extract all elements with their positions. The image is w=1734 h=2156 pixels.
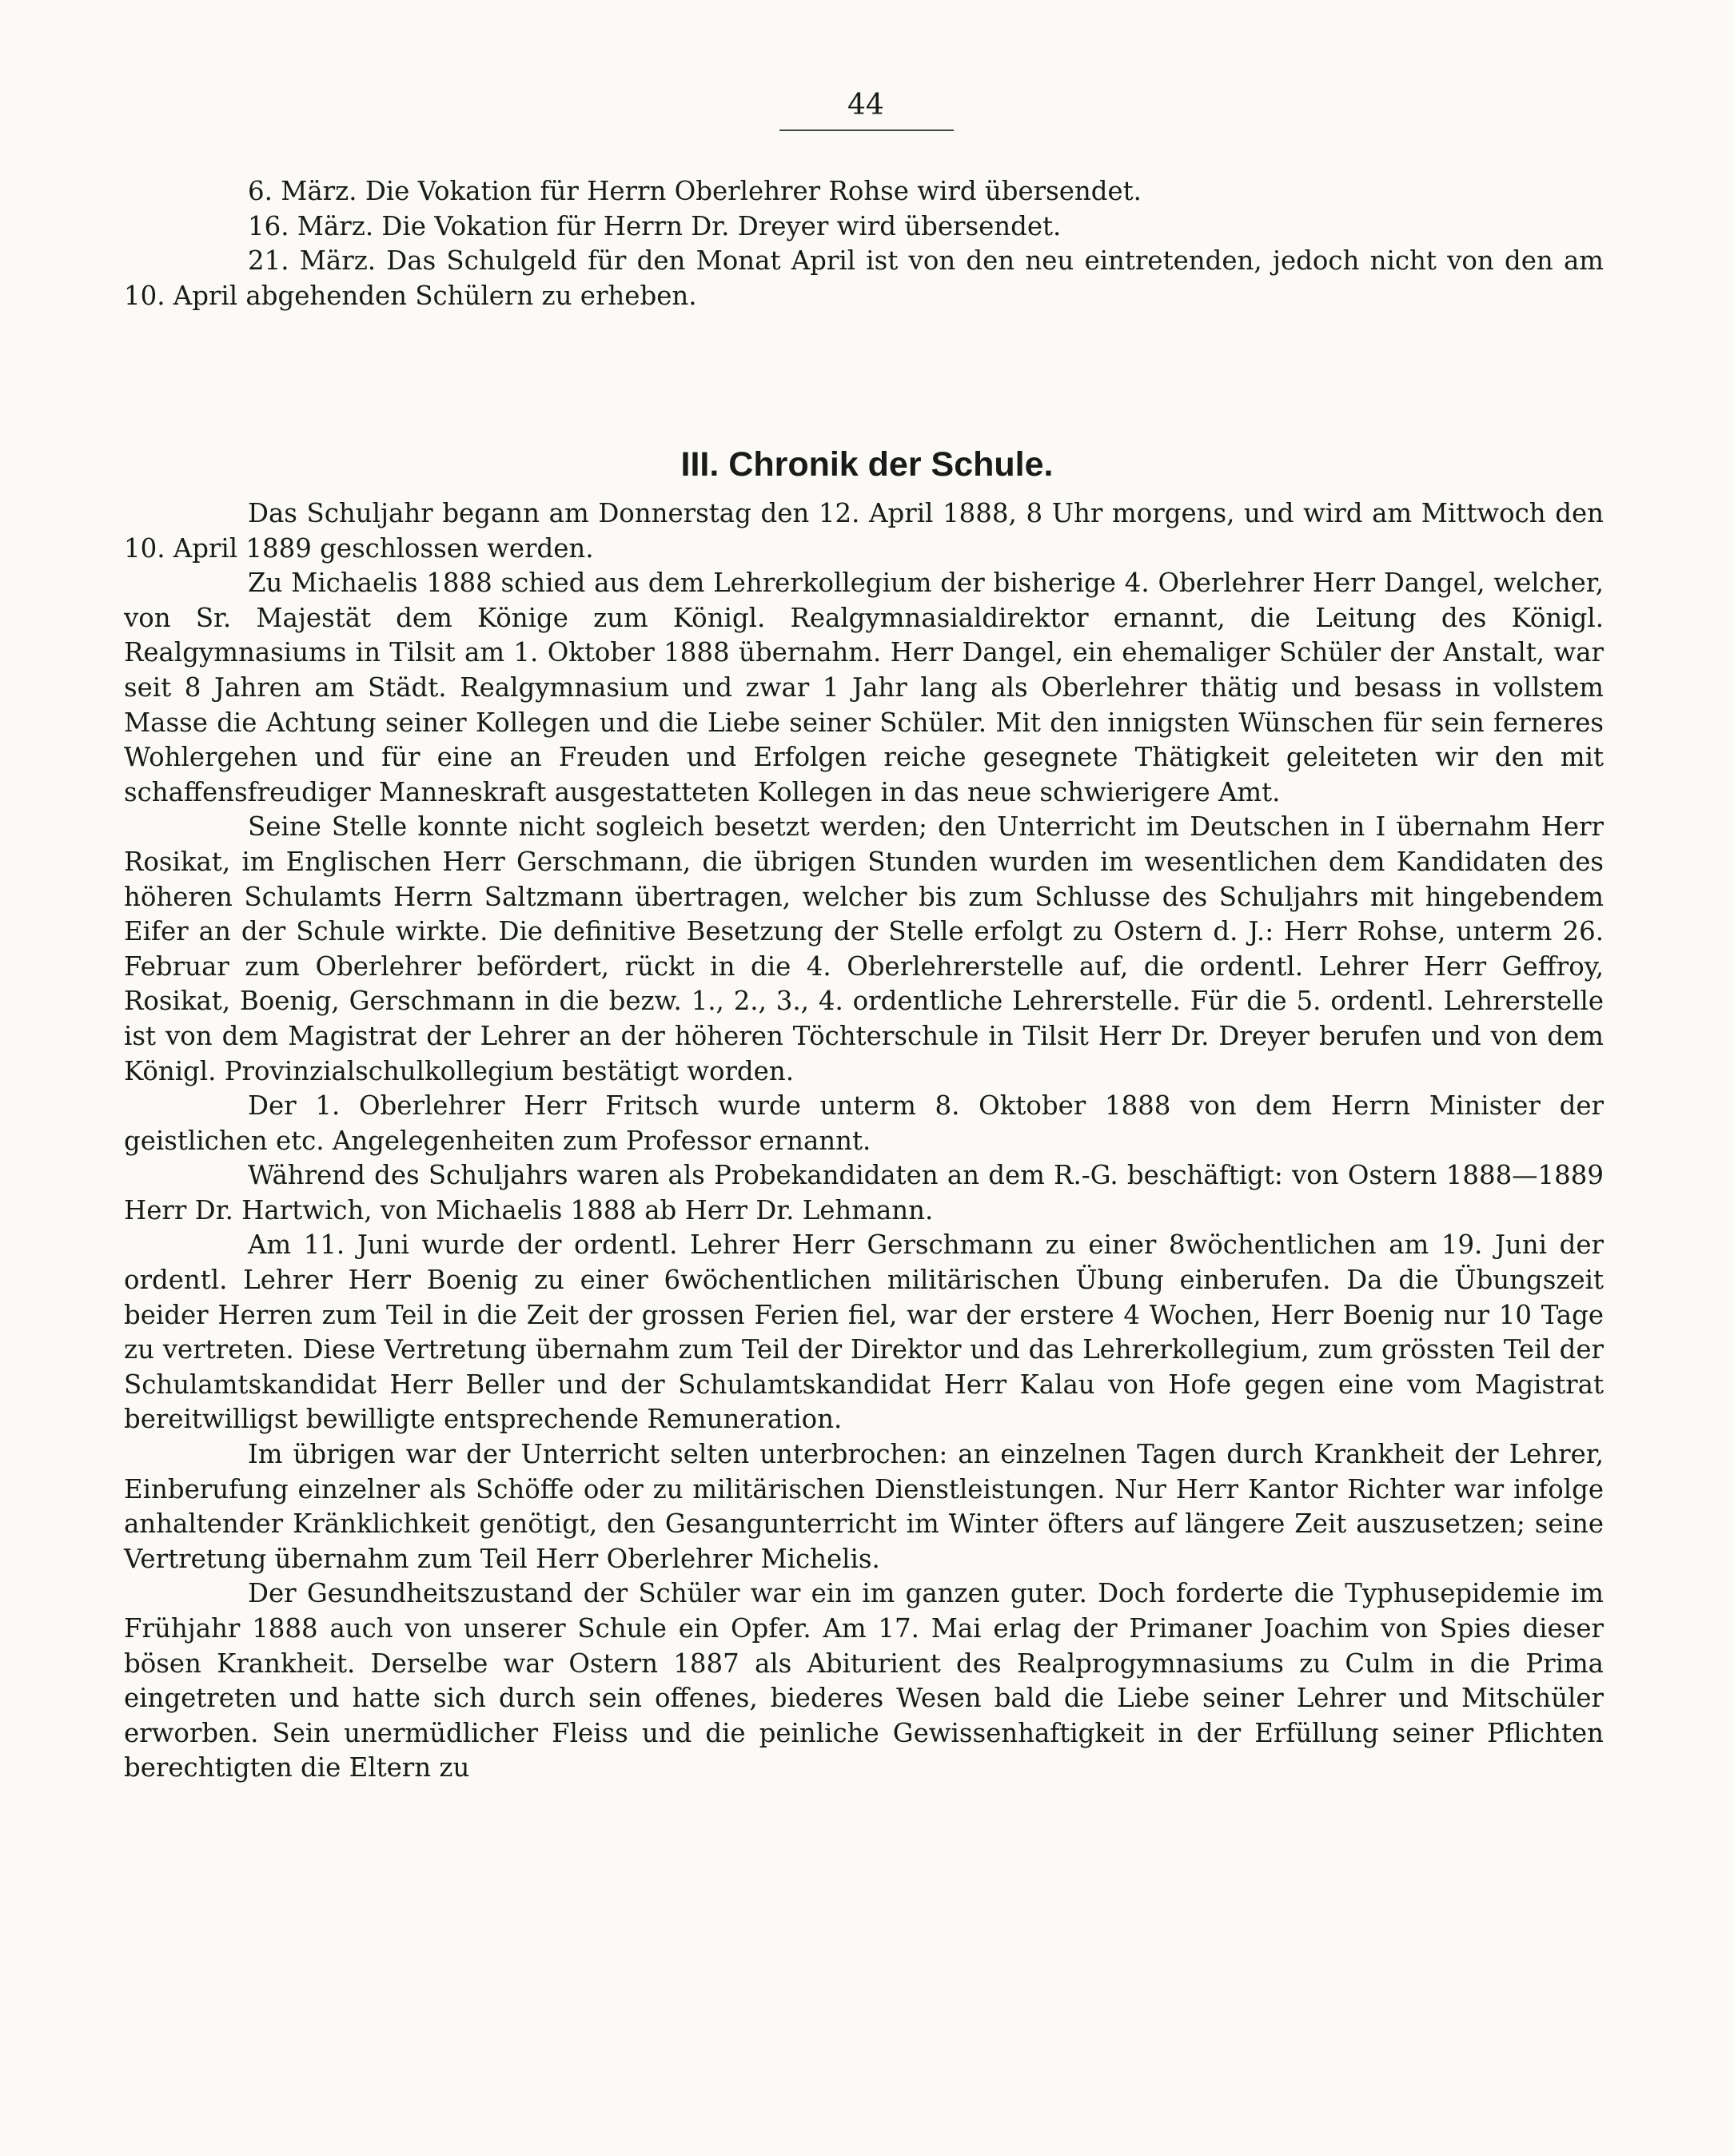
paragraph-gesundheit: Der Gesundheitszustand der Schüler war ein im ganzen guter. Doch forderte die Typhusepidemie im Frühjahr 1888 auch von unserer Schule ein Opfer. Am 17. Mai erlag der Primaner Joachim von Spies dieser bösen Krankheit. Derselbe war Ostern 1887 als Abiturient des Realprogymnasiums zu Culm in die Prima eingetreten und hatte sich durch sein offenes, biederes Wesen bald die Liebe seiner Lehrer und Mitschüler erworben. Sein unermüdlicher Fleiss und die peinliche Gewissenhaftigkeit in der Erfüllung seiner Pflichten berechtigten die Eltern zu: [124, 1578, 1604, 1783]
chronik-body: [124, 496, 1604, 1786]
page-number: 44: [847, 89, 884, 122]
dated-entries: [124, 174, 1604, 313]
entry-21-maerz: 21. März. Das Schulgeld für den Monat April ist von den neu eintretenden, jedoch nicht von den am 10. April abgehenden Schülern zu erheben.: [124, 245, 1604, 311]
paragraph-fritsch: Der 1. Oberlehrer Herr Fritsch wurde unterm 8. Oktober 1888 von dem Herrn Minister der geistlichen etc. Angelegenheiten zum Professor ernannt.: [124, 1090, 1604, 1156]
entry-6-maerz: 6. März. Die Vokation für Herrn Oberlehrer Rohse wird übersendet.: [248, 176, 1142, 206]
entry-16-maerz: 16. März. Die Vokation für Herrn Dr. Dreyer wird übersendet.: [248, 210, 1062, 241]
section-heading: III. Chronik der Schule.: [680, 445, 1054, 484]
paragraph-dangel: Zu Michaelis 1888 schied aus dem Lehrerkollegium der bisherige 4. Oberlehrer Herr Dangel, welcher, von Sr. Majestät dem Könige zum Königl. Realgymnasialdirektor ernannt, die Leitung des Königl. Realgymnasiums in Tilsit am 1. Oktober 1888 übernahm. Herr Dangel, ein ehemaliger Schüler der Anstalt, war seit 8 Jahren am Städt. Realgymnasium und zwar 1 Jahr lang als Oberlehrer thätig und besass in vollstem Masse die Achtung seiner Kollegen und die Liebe seiner Schüler. Mit den innigsten Wünschen für sein ferneres Wohlergehen und für eine an Freuden und Erfolgen reiche gesegnete Thätigkeit geleiteten wir den mit schaffensfreudiger Manneskraft ausgestatteten Kollegen in das neue schwierigere Amt.: [124, 568, 1604, 807]
paragraph-stelle: Seine Stelle konnte nicht sogleich besetzt werden; den Unterricht im Deutschen in I übernahm Herr Rosikat, im Englischen Herr Gerschmann, die übrigen Stunden wurden im wesentlichen dem Kandidaten des höheren Schulamts Herrn Saltzmann übertragen, welcher bis zum Schlusse des Schuljahrs mit hingebendem Eifer an der Schule wirkte. Die definitive Besetzung der Stelle erfolgt zu Ostern d. J.: Herr Rohse, unterm 26. Februar zum Oberlehrer befördert, rückt in die 4. Oberlehrerstelle auf, die ordentl. Lehrer Herr Geffroy, Rosikat, Boenig, Gerschmann in die bezw. 1., 2., 3., 4. ordentliche Lehrerstelle. Für die 5. ordentl. Lehrerstelle ist von dem Magistrat der Lehrer an der höheren Töchterschule in Tilsit Herr Dr. Dreyer berufen und von dem Königl. Provinzialschulkollegium bestätigt worden.: [124, 811, 1604, 1086]
paragraph-schuljahr: Das Schuljahr begann am Donnerstag den 12. April 1888, 8 Uhr morgens, und wird am Mittwoch den 10. April 1889 geschlossen werden.: [124, 498, 1604, 564]
paragraph-probekandidaten: Während des Schuljahrs waren als Probekandidaten an dem R.-G. beschäftigt: von Ostern 1888—1889 Herr Dr. Hartwich, von Michaelis 1888 ab Herr Dr. Lehmann.: [124, 1160, 1604, 1225]
paragraph-unterricht: Im übrigen war der Unterricht selten unterbrochen: an einzelnen Tagen durch Krankheit der Lehrer, Einberufung einzelner als Schöffe oder zu militärischen Dienstleistungen. Nur Herr Kantor Richter war infolge anhaltender Kränklichkeit genötigt, den Gesangunterricht im Winter öfters auf längere Zeit auszusetzen; seine Vertretung übernahm zum Teil Herr Oberlehrer Michelis.: [124, 1439, 1604, 1574]
paragraph-uebung: Am 11. Juni wurde der ordentl. Lehrer Herr Gerschmann zu einer 8wöchentlichen am 19. Juni der ordentl. Lehrer Herr Boenig zu einer 6wöchentlichen militärischen Übung einberufen. Da die Übungszeit beider Herren zum Teil in die Zeit der grossen Ferien fiel, war der erstere 4 Wochen, Herr Boenig nur 10 Tage zu vertreten. Diese Vertretung übernahm zum Teil der Direktor und das Lehrerkollegium, zum grössten Teil der Schulamtskandidat Herr Beller und der Schulamtskandidat Herr Kalau von Hofe gegen eine vom Magistrat bereitwilligst bewilligte entsprechende Remuneration.: [124, 1229, 1604, 1435]
header-rule: [779, 130, 954, 131]
